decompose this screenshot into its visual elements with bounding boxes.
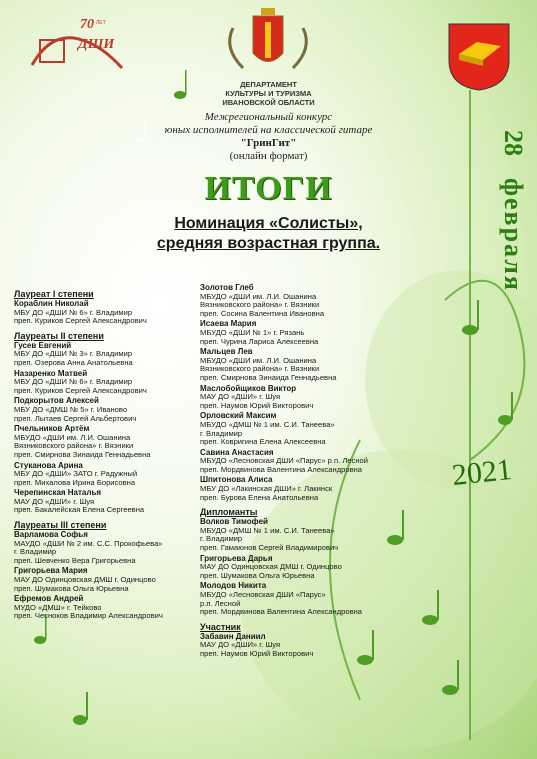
participant-detail: МБУДО «Лесновская ДШИ «Парус» р.п. Лесной: [200, 456, 368, 466]
participant-entry: [14, 489, 214, 515]
date-month: февраля: [499, 178, 528, 292]
participant-detail: МАУ ДО Одинцовская ДМШ г. Одинцово: [200, 562, 342, 572]
participant-name: Назаренко Матвей: [14, 368, 88, 378]
nomination-line: средняя возрастная группа.: [156, 235, 381, 252]
participant-name: Черепинская Наталья: [14, 488, 102, 498]
participant-detail: преп. Озерова Анна Анатольевна: [14, 357, 133, 367]
participant-detail: Вязниковского района» г. Вязники: [14, 441, 134, 451]
participant-detail: МБУДО «ДШИ № 1» г. Рязань: [200, 327, 305, 337]
participant-detail: преп. Шевченко Вера Григорьевна: [14, 555, 136, 565]
participant-entry: [200, 412, 440, 446]
participant-detail: преп. Мордвинова Валентина Александровна: [200, 464, 363, 474]
participant-entry: [200, 348, 440, 382]
participant-name: Пчельников Артём: [14, 424, 90, 434]
nomination-title: [0, 214, 537, 254]
participant-detail: преп. Ковригина Елена Алексеевна: [200, 437, 326, 447]
participant-name: Исаева Мария: [200, 319, 257, 329]
ivanovo-coat-of-arms-icon: [213, 8, 323, 80]
participant-name: Григорьева Дарья: [200, 553, 273, 563]
participant-detail: МБУДО «Лесновская ДШИ «Парус»: [200, 590, 326, 599]
participant-name: Кораблин Николай: [14, 299, 89, 308]
participant-detail: МАУ ДО «ДШИ» г. Шуя: [200, 392, 281, 402]
department-line: ИВАНОВСКОЙ ОБЛАСТИ: [222, 98, 315, 107]
participant-detail: МАУ ДО «ДШИ» г. Шуя: [200, 640, 281, 650]
svg-text:70: 70: [80, 17, 94, 32]
participant-detail: преп. Михалова Ирина Борисовна: [14, 477, 136, 487]
participant-detail: преп. Наумов Юрий Викторович: [200, 648, 314, 658]
participant-name: Волков Тимофей: [200, 517, 268, 527]
participant-detail: МБУДО «ДМШ № 1 им. С.И. Танеева»: [200, 419, 335, 429]
participant-entry: [14, 342, 214, 368]
participant-name: Забавин Даниил: [200, 631, 266, 641]
participant-entry: [200, 518, 440, 552]
participant-detail: преп. Чурина Лариса Алексеевна: [200, 336, 319, 346]
participant-entry: [200, 449, 440, 475]
nomination-line: Номинация «Солисты»,: [174, 215, 363, 232]
participant-detail: преп. Куриков Сергей Александрович: [14, 316, 147, 326]
participant-detail: преп. Лытаев Сергей Альбертович: [14, 413, 137, 423]
contest-format: (онлайн формат): [229, 150, 308, 162]
participant-detail: МБУДО «ДШИ им. Л.И. Ошанина: [14, 432, 131, 442]
participant-detail: МБУ ДО «ДШИ № 3» г. Владимир: [14, 349, 133, 359]
participant-detail: преп. Смирнова Зинаида Геннадьевна: [14, 449, 151, 459]
participant-detail: преп. Шумакова Ольга Юрьевна: [200, 570, 315, 580]
participant-detail: преп. Шумакова Ольга Юрьевна: [14, 583, 129, 593]
participant-entry: [200, 385, 440, 411]
svg-text:ЛЕТ: ЛЕТ: [96, 20, 106, 26]
participant-entry: [14, 595, 214, 621]
participant-entry: [14, 300, 214, 326]
participant-detail: МБУДО «ДШИ им. Л.И. Ошанина: [200, 355, 317, 365]
participant-entry: [200, 284, 440, 318]
participant-detail: г. Владимир: [14, 547, 57, 557]
results-left-column: [14, 284, 214, 623]
participant-detail: преп. Бакалейская Елена Сергеевна: [14, 505, 145, 515]
participant-detail: р.п. Лесной: [200, 598, 241, 608]
participant-detail: преп. Чесноков Владимир Александрович: [14, 611, 163, 621]
contest-info: [0, 111, 537, 163]
participant-detail: преп. Мордвинова Валентина Александровна: [200, 607, 363, 617]
participant-entry: [14, 462, 214, 488]
participant-detail: преп. Наумов Юрий Викторович: [200, 400, 314, 410]
department-line: КУЛЬТУРЫ И ТУРИЗМА: [225, 89, 312, 98]
participant-name: Подкорытов Алексей: [14, 396, 99, 406]
contest-line: Межрегиональный конкурс: [204, 111, 333, 123]
participant-entry: [200, 582, 440, 616]
department-block: [0, 80, 537, 107]
date-year: 2021: [450, 452, 514, 493]
participant-detail: г. Владимир: [200, 428, 243, 438]
contest-line: юных исполнителей на классической гитаре: [164, 124, 373, 136]
participant-detail: преп. Гамаюнов Сергей Владимирович: [200, 543, 339, 553]
participant-name: Савина Анастасия: [200, 447, 274, 457]
participant-name: Золотов Глеб: [200, 283, 254, 292]
category-heading: Дипломанты: [200, 507, 258, 518]
participant-entry: [14, 531, 214, 565]
participant-name: Мальцев Лев: [200, 347, 253, 357]
participant-entry: [200, 476, 440, 502]
participant-entry: [200, 555, 440, 581]
participant-detail: МБУ ДО «ДШИ № 6» г. Владимир: [14, 307, 133, 317]
participant-name: Гусев Евгений: [14, 340, 72, 350]
participant-name: Маслобойщиков Виктор: [200, 383, 297, 393]
category-heading: Лауреат I степени: [14, 289, 94, 299]
category-heading: Лауреаты III степени: [14, 520, 107, 531]
participant-detail: МАУ ДО Одинцовская ДМШ г. Одинцово: [14, 575, 156, 585]
results-right-column: [200, 284, 440, 661]
participant-name: Молодов Никита: [200, 581, 267, 591]
participant-name: Варламова Софья: [14, 530, 88, 540]
participant-detail: преп. Бурова Елена Анатольевна: [200, 492, 319, 502]
participant-name: Григорьева Мария: [14, 566, 88, 576]
participant-entry: [14, 397, 214, 423]
participant-detail: Вязниковского района» г. Вязники: [200, 300, 320, 310]
svg-text:ДШИ: ДШИ: [78, 37, 115, 52]
contest-name: "ГринГит": [240, 137, 297, 149]
page-title: ИТОГИ: [204, 170, 333, 207]
participant-entry: [14, 370, 214, 396]
date-day: 28: [499, 130, 528, 156]
participant-detail: г. Владимир: [200, 534, 243, 544]
participant-detail: преп. Сосина Валентина Ивановна: [200, 308, 325, 318]
participant-name: Шпитонова Алиса: [200, 475, 273, 485]
participant-detail: МУДО «ДМШ» г. Тейково: [14, 602, 102, 612]
participant-detail: МБУ ДО «ДШИ» ЗАТО г. Радужный: [14, 469, 138, 479]
participant-detail: МАУДО «ДШИ № 2 им. С.С. Прокофьева»: [14, 538, 163, 548]
participant-entry: [14, 425, 214, 459]
participant-detail: МБУДО «ДШИ им. Л.И. Ошанина: [200, 291, 317, 301]
participant-name: Орловский Максим: [200, 411, 277, 421]
school-70-years-logo: [22, 10, 132, 80]
participant-detail: МАУ ДО «ДШИ» г. Шуя: [14, 496, 95, 506]
category-heading: Лауреаты II степени: [14, 330, 104, 341]
participant-detail: МБУ ДО «ДШИ № 6» г. Владимир: [14, 377, 133, 387]
participant-detail: МБУ ДО «Лакинская ДШИ» г. Лакинск: [200, 484, 333, 494]
category-heading: Участник: [200, 621, 241, 632]
participant-name: Ефремов Андрей: [14, 594, 84, 604]
department-line: ДЕПАРТАМЕНТ: [240, 80, 297, 89]
participant-entry: [200, 633, 440, 659]
participant-detail: МБУ ДО «ДМШ № 5» г. Иваново: [14, 404, 128, 414]
participant-entry: [14, 567, 214, 593]
participant-detail: Вязниковского района» г. Вязники: [200, 364, 320, 374]
participant-entry: [200, 320, 440, 346]
participant-detail: преп. Смирнова Зинаида Геннадьевна: [200, 372, 337, 382]
participant-detail: МБУДО «ДМШ № 1 им. С.И. Танеева»: [200, 525, 335, 535]
participant-name: Стуканова Арина: [14, 460, 83, 470]
participant-detail: преп. Куриков Сергей Александрович: [14, 385, 147, 395]
